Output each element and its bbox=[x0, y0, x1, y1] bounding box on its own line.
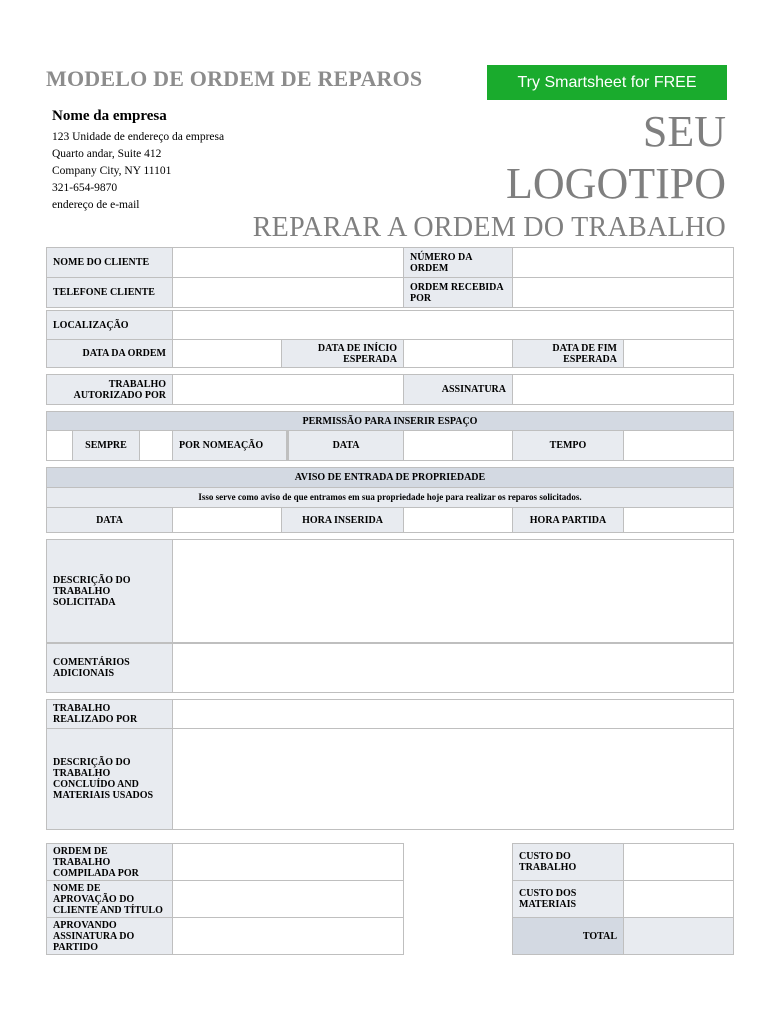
time-in-label: HORA INSERIDA bbox=[281, 507, 404, 533]
order-received-by-field[interactable] bbox=[512, 277, 734, 308]
additional-comments-field[interactable] bbox=[172, 643, 734, 693]
additional-comments-label: COMENTÁRIOS ADICIONAIS bbox=[46, 643, 173, 693]
order-date-label: DATA DA ORDEM bbox=[46, 339, 173, 368]
client-name-label: NOME DO CLIENTE bbox=[46, 247, 173, 278]
signature-field[interactable] bbox=[512, 374, 734, 405]
company-address-1: 123 Unidade de endereço da empresa bbox=[52, 131, 225, 143]
permission-time-label: TEMPO bbox=[512, 430, 624, 461]
signature-label: ASSINATURA bbox=[403, 374, 513, 405]
description-requested-field[interactable] bbox=[172, 539, 734, 643]
order-number-label: NÚMERO DA ORDEM bbox=[403, 247, 513, 278]
order-number-field[interactable] bbox=[512, 247, 734, 278]
try-smartsheet-button[interactable]: Try Smartsheet for FREE bbox=[487, 65, 727, 100]
expected-start-field[interactable] bbox=[403, 339, 513, 368]
description-completed-field[interactable] bbox=[172, 728, 734, 830]
performed-by-label: TRABALHO REALIZADO POR bbox=[46, 699, 173, 729]
compiled-by-label: ORDEM DE TRABALHO COMPILADA POR bbox=[46, 843, 173, 881]
description-requested-label: DESCRIÇÃO DO TRABALHO SOLICITADA bbox=[46, 539, 173, 643]
work-authorized-by-field[interactable] bbox=[172, 374, 404, 405]
company-address-3: Company City, NY 11101 bbox=[52, 165, 172, 177]
labor-cost-field[interactable] bbox=[623, 843, 734, 881]
permission-header: PERMISSÃO PARA INSERIR ESPAÇO bbox=[46, 411, 734, 431]
total-label: TOTAL bbox=[512, 917, 624, 955]
logo-line-1: SEU bbox=[642, 107, 726, 156]
logo-placeholder bbox=[506, 106, 726, 210]
always-label: SEMPRE bbox=[72, 430, 140, 461]
company-phone: 321-654-9870 bbox=[52, 182, 118, 194]
approval-name-label: NOME DE APROVAÇÃO DO CLIENTE AND TÍTULO bbox=[46, 880, 173, 918]
company-address-2: Quarto andar, Suite 412 bbox=[52, 148, 162, 160]
notice-date-field[interactable] bbox=[172, 507, 282, 533]
notice-header: AVISO DE ENTRADA DE PROPRIEDADE bbox=[46, 467, 734, 488]
time-in-field[interactable] bbox=[403, 507, 513, 533]
expected-end-field[interactable] bbox=[623, 339, 734, 368]
company-name: Nome da empresa bbox=[52, 108, 167, 124]
materials-cost-field[interactable] bbox=[623, 880, 734, 918]
approval-name-field[interactable] bbox=[172, 880, 404, 918]
order-date-field[interactable] bbox=[172, 339, 282, 368]
notice-text: Isso serve como aviso de que entramos em sua propriedade hoje para realizar os reparos solicitados. bbox=[46, 487, 734, 508]
work-authorized-by-label: TRABALHO AUTORIZADO POR bbox=[46, 374, 173, 405]
client-name-field[interactable] bbox=[172, 247, 404, 278]
logo-line-2: LOGOTIPO bbox=[506, 159, 726, 208]
always-checkbox[interactable] bbox=[46, 430, 73, 461]
location-label: LOCALIZAÇÃO bbox=[46, 310, 173, 340]
by-appointment-label: POR NOMEAÇÃO bbox=[172, 430, 289, 461]
time-out-field[interactable] bbox=[623, 507, 734, 533]
labor-cost-label: CUSTO DO TRABALHO bbox=[512, 843, 624, 881]
expected-end-label: DATA DE FIM ESPERADA bbox=[512, 339, 624, 368]
total-field[interactable] bbox=[623, 917, 734, 955]
expected-start-label: DATA DE INÍCIO ESPERADA bbox=[281, 339, 404, 368]
order-received-by-label: ORDEM RECEBIDA POR bbox=[403, 277, 513, 308]
form-title: REPARAR A ORDEM DO TRABALHO bbox=[252, 212, 726, 243]
client-phone-label: TELEFONE CLIENTE bbox=[46, 277, 173, 308]
document-title: MODELO DE ORDEM DE REPAROS bbox=[46, 66, 423, 91]
compiled-by-field[interactable] bbox=[172, 843, 404, 881]
company-info bbox=[52, 108, 224, 214]
permission-date-label: DATA bbox=[288, 430, 404, 461]
by-appointment-checkbox[interactable] bbox=[139, 430, 173, 461]
performed-by-field[interactable] bbox=[172, 699, 734, 729]
permission-date-field[interactable] bbox=[403, 430, 513, 461]
company-email: endereço de e-mail bbox=[52, 199, 140, 211]
location-field[interactable] bbox=[172, 310, 734, 340]
notice-date-label: DATA bbox=[46, 507, 173, 533]
time-out-label: HORA PARTIDA bbox=[512, 507, 624, 533]
description-completed-label: DESCRIÇÃO DO TRABALHO CONCLUÍDO AND MATERIAIS USADOS bbox=[46, 728, 173, 830]
approval-signature-label: APROVANDO ASSINATURA DO PARTIDO bbox=[46, 917, 173, 955]
materials-cost-label: CUSTO DOS MATERIAIS bbox=[512, 880, 624, 918]
permission-time-field[interactable] bbox=[623, 430, 734, 461]
approval-signature-field[interactable] bbox=[172, 917, 404, 955]
client-phone-field[interactable] bbox=[172, 277, 404, 308]
